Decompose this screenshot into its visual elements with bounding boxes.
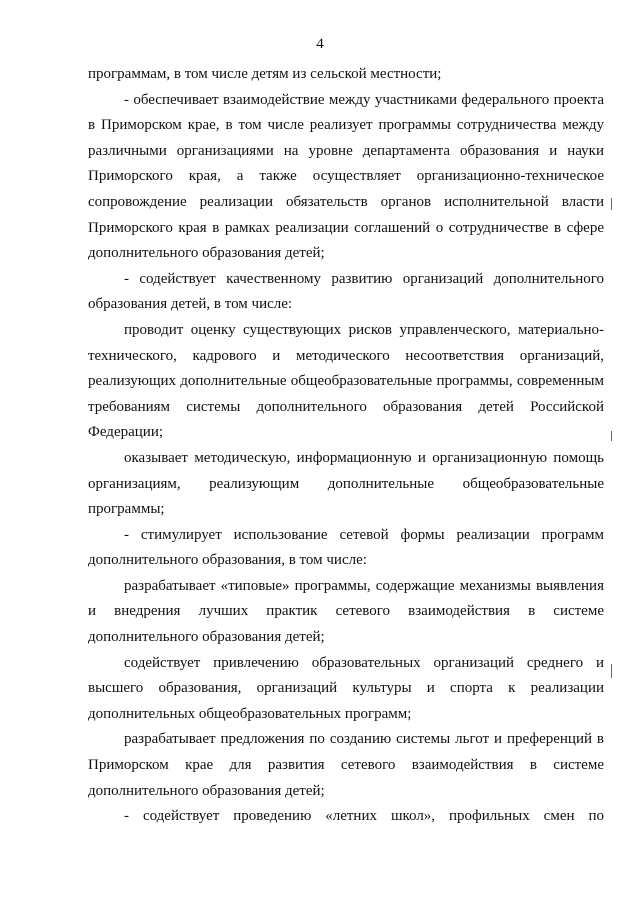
text-line: сопровождение реализации обязательств органов исполнительной власти xyxy=(88,193,604,210)
text-line: программам, в том числе детям из сельской местности; xyxy=(88,66,442,82)
text-line: дополнительного образования, в том числе: xyxy=(88,552,367,569)
scan-margin-mark xyxy=(611,431,612,441)
text-line: дополнительных общеобразовательных программ; xyxy=(88,705,412,722)
text-line: содействует привлечению образовательных организаций среднего и xyxy=(124,654,604,671)
text-line: и внедрения лучших практик сетевого взаимодействия в системе xyxy=(88,603,604,620)
text-line: - содействует качественному развитию организаций дополнительного xyxy=(124,270,604,287)
text-line: - обеспечивает взаимодействие между участниками федерального проекта xyxy=(124,91,604,108)
text-line: в Приморском крае, в том числе реализует программы сотрудничества между xyxy=(88,117,604,134)
scan-margin-mark xyxy=(611,664,612,678)
text-line: Приморском крае для развития сетевого взаимодействия в системе xyxy=(88,757,604,774)
text-line: - содействует проведению «летних школ», профильных смен по xyxy=(124,808,604,825)
text-line: высшего образования, организаций культуры и спорта к реализации xyxy=(88,680,604,697)
text-line: Приморского края, а также осуществляет организационно-техническое xyxy=(88,168,604,185)
text-line: различными организациями на уровне департамента образования и науки xyxy=(88,142,604,159)
text-line: разрабатывает «типовые» программы, содержащие механизмы выявления xyxy=(124,577,604,594)
text-line: разрабатывает предложения по созданию системы льгот и преференций в xyxy=(124,731,604,748)
text-line: дополнительного образования детей; xyxy=(88,629,325,646)
text-line: Федерации; xyxy=(88,424,164,441)
text-line: Приморского края в рамках реализации соглашений о сотрудничестве в сфере xyxy=(88,219,604,236)
text-line: дополнительного образования детей; xyxy=(88,245,325,262)
body-text xyxy=(88,62,604,830)
page-number: 4 xyxy=(316,36,324,52)
text-line: требованиям системы дополнительного образования детей Российской xyxy=(88,398,604,415)
text-line: организациям, реализующим дополнительные общеобразовательные xyxy=(88,475,604,492)
scan-margin-mark xyxy=(611,198,612,210)
text-line: реализующих дополнительные общеобразовательные программы, современным xyxy=(88,373,604,390)
text-line: образования детей, в том числе: xyxy=(88,296,293,313)
text-line: оказывает методическую, информационную и организационную помощь xyxy=(124,449,604,466)
text-line: технического, кадрового и методического несоответствия организаций, xyxy=(88,347,604,364)
text-line: проводит оценку существующих рисков управленческого, материально- xyxy=(124,321,604,338)
text-line: программы; xyxy=(88,501,165,518)
text-line: дополнительного образования детей; xyxy=(88,782,325,799)
text-line: - стимулирует использование сетевой формы реализации программ xyxy=(124,526,604,543)
